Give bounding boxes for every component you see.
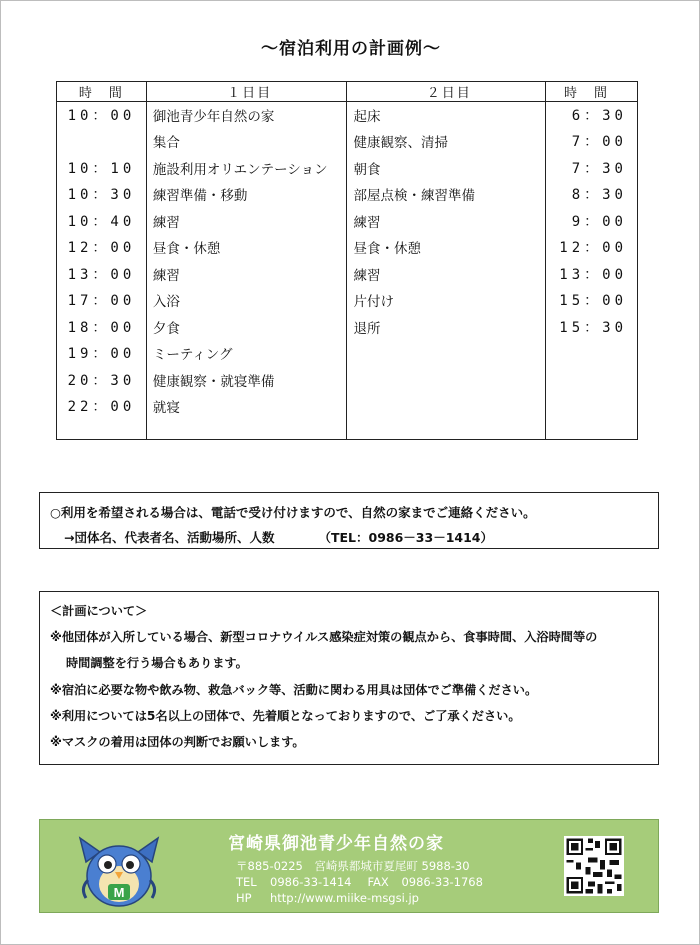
facility-name: 宮崎県御池青少年自然の家 <box>228 834 444 854</box>
table-row <box>57 234 638 261</box>
day2-activity: 練習 <box>347 208 546 235</box>
day1-activity: 就寝 <box>146 393 347 420</box>
day2-activity: 部屋点検・練習準備 <box>347 181 546 208</box>
day2-time: 13：00 <box>546 261 638 288</box>
day2-time <box>546 340 638 367</box>
contact-instruction: ○利用を希望される場合は、電話で受け付けますので、自然の家までご連絡ください。 <box>50 505 536 520</box>
day2-time: 7：00 <box>546 128 638 155</box>
note-line: ※他団体が入所している場合、新型コロナウイルス感染症対策の観点から、食事時間、入浴時間等の <box>50 630 598 645</box>
day1-time <box>57 128 147 155</box>
note-line: ※マスクの着用は団体の判断でお願いします。 <box>50 735 305 750</box>
day1-time: 22：00 <box>57 393 147 420</box>
day2-activity: 朝食 <box>347 155 546 182</box>
day2-time: 9：00 <box>546 208 638 235</box>
note-line: 時間調整を行う場合もあります。 <box>66 656 248 671</box>
day2-time: 15：30 <box>546 314 638 341</box>
day2-activity: 練習 <box>347 261 546 288</box>
owl-mascot-icon <box>76 832 162 908</box>
website-url[interactable]: http://www.miike-msgsi.jp <box>270 891 419 905</box>
contact-phone: （TEL：0986－33－1414） <box>318 530 493 545</box>
day1-activity: 御池青少年自然の家 <box>146 102 347 129</box>
day2-activity <box>347 340 546 367</box>
facility-info <box>236 858 483 906</box>
day2-time: 12：00 <box>546 234 638 261</box>
day1-time: 17：00 <box>57 287 147 314</box>
facility-website <box>236 890 483 906</box>
day1-activity: 健康観察・就寝準備 <box>146 367 347 394</box>
day2-time <box>546 393 638 420</box>
day1-time: 10：10 <box>57 155 147 182</box>
day1-activity: 夕食 <box>146 314 347 341</box>
day1-activity: 入浴 <box>146 287 347 314</box>
contact-required-info: →団体名、代表者名、活動場所、人数 <box>64 530 275 545</box>
table-row <box>57 314 638 341</box>
day1-time: 10：30 <box>57 181 147 208</box>
contact-box <box>39 492 659 549</box>
day1-time: 12：00 <box>57 234 147 261</box>
day2-time: 8：30 <box>546 181 638 208</box>
day2-activity: 起床 <box>347 102 546 129</box>
day1-time: 13：00 <box>57 261 147 288</box>
day2-activity: 健康観察、清掃 <box>347 128 546 155</box>
table-row <box>57 393 638 420</box>
day2-time <box>546 367 638 394</box>
empty-cell <box>57 420 147 440</box>
schedule-table <box>56 81 638 440</box>
day1-activity: 練習 <box>146 208 347 235</box>
day2-time: 15：00 <box>546 287 638 314</box>
day1-time: 10：00 <box>57 102 147 129</box>
facility-phone-fax <box>236 874 483 890</box>
header-day1: １日目 <box>146 82 347 102</box>
fax-number: 0986-33-1768 <box>401 875 483 889</box>
day1-time: 19：00 <box>57 340 147 367</box>
contact-details-line <box>50 525 658 550</box>
hp-label: HP <box>236 891 252 905</box>
empty-cell <box>146 420 347 440</box>
day1-activity: 施設利用オリエンテーション <box>146 155 347 182</box>
header-day2: ２日目 <box>347 82 546 102</box>
day2-activity: 片付け <box>347 287 546 314</box>
table-row <box>57 261 638 288</box>
page-title: ～宿泊利用の計画例～ <box>261 39 441 59</box>
day2-activity: 昼食・休憩 <box>347 234 546 261</box>
empty-cell <box>347 420 546 440</box>
svg-text:M: M <box>113 885 125 900</box>
empty-cell <box>546 420 638 440</box>
day1-activity: 練習準備・移動 <box>146 181 347 208</box>
day1-activity: ミーティング <box>146 340 347 367</box>
day1-time: 10：40 <box>57 208 147 235</box>
day2-time: 7：30 <box>546 155 638 182</box>
fax-label: FAX <box>367 875 389 889</box>
note-line: ※利用については5名以上の団体で、先着順となっておりますので、ご了承ください。 <box>50 708 521 723</box>
qr-code-icon[interactable] <box>564 836 624 896</box>
day2-activity <box>347 367 546 394</box>
day1-time: 18：00 <box>57 314 147 341</box>
day2-activity <box>347 393 546 420</box>
table-row <box>57 208 638 235</box>
notes-box <box>39 591 659 765</box>
table-row <box>57 181 638 208</box>
day2-activity: 退所 <box>347 314 546 341</box>
schedule-header-row <box>57 82 638 102</box>
header-time-day1: 時 間 <box>57 82 147 102</box>
table-row-empty <box>57 420 638 440</box>
day1-time: 20：30 <box>57 367 147 394</box>
facility-address: 〒885-0225 宮崎県都城市夏尾町 5988-30 <box>236 859 470 873</box>
table-row <box>57 102 638 129</box>
table-row <box>57 287 638 314</box>
note-line: ※宿泊に必要な物や飲み物、救急バック等、活動に関わる用具は団体でご準備ください。 <box>50 682 538 697</box>
day1-activity: 昼食・休憩 <box>146 234 347 261</box>
table-row <box>57 340 638 367</box>
day1-activity: 集合 <box>146 128 347 155</box>
footer-banner <box>39 819 659 913</box>
table-row <box>57 155 638 182</box>
day2-time: 6：30 <box>546 102 638 129</box>
notes-heading: ＜計画について＞ <box>50 604 148 618</box>
day1-activity: 練習 <box>146 261 347 288</box>
header-time-day2: 時 間 <box>546 82 638 102</box>
table-row <box>57 367 638 394</box>
table-row <box>57 128 638 155</box>
tel-label: TEL <box>236 875 257 889</box>
tel-number: 0986-33-1414 <box>270 875 352 889</box>
